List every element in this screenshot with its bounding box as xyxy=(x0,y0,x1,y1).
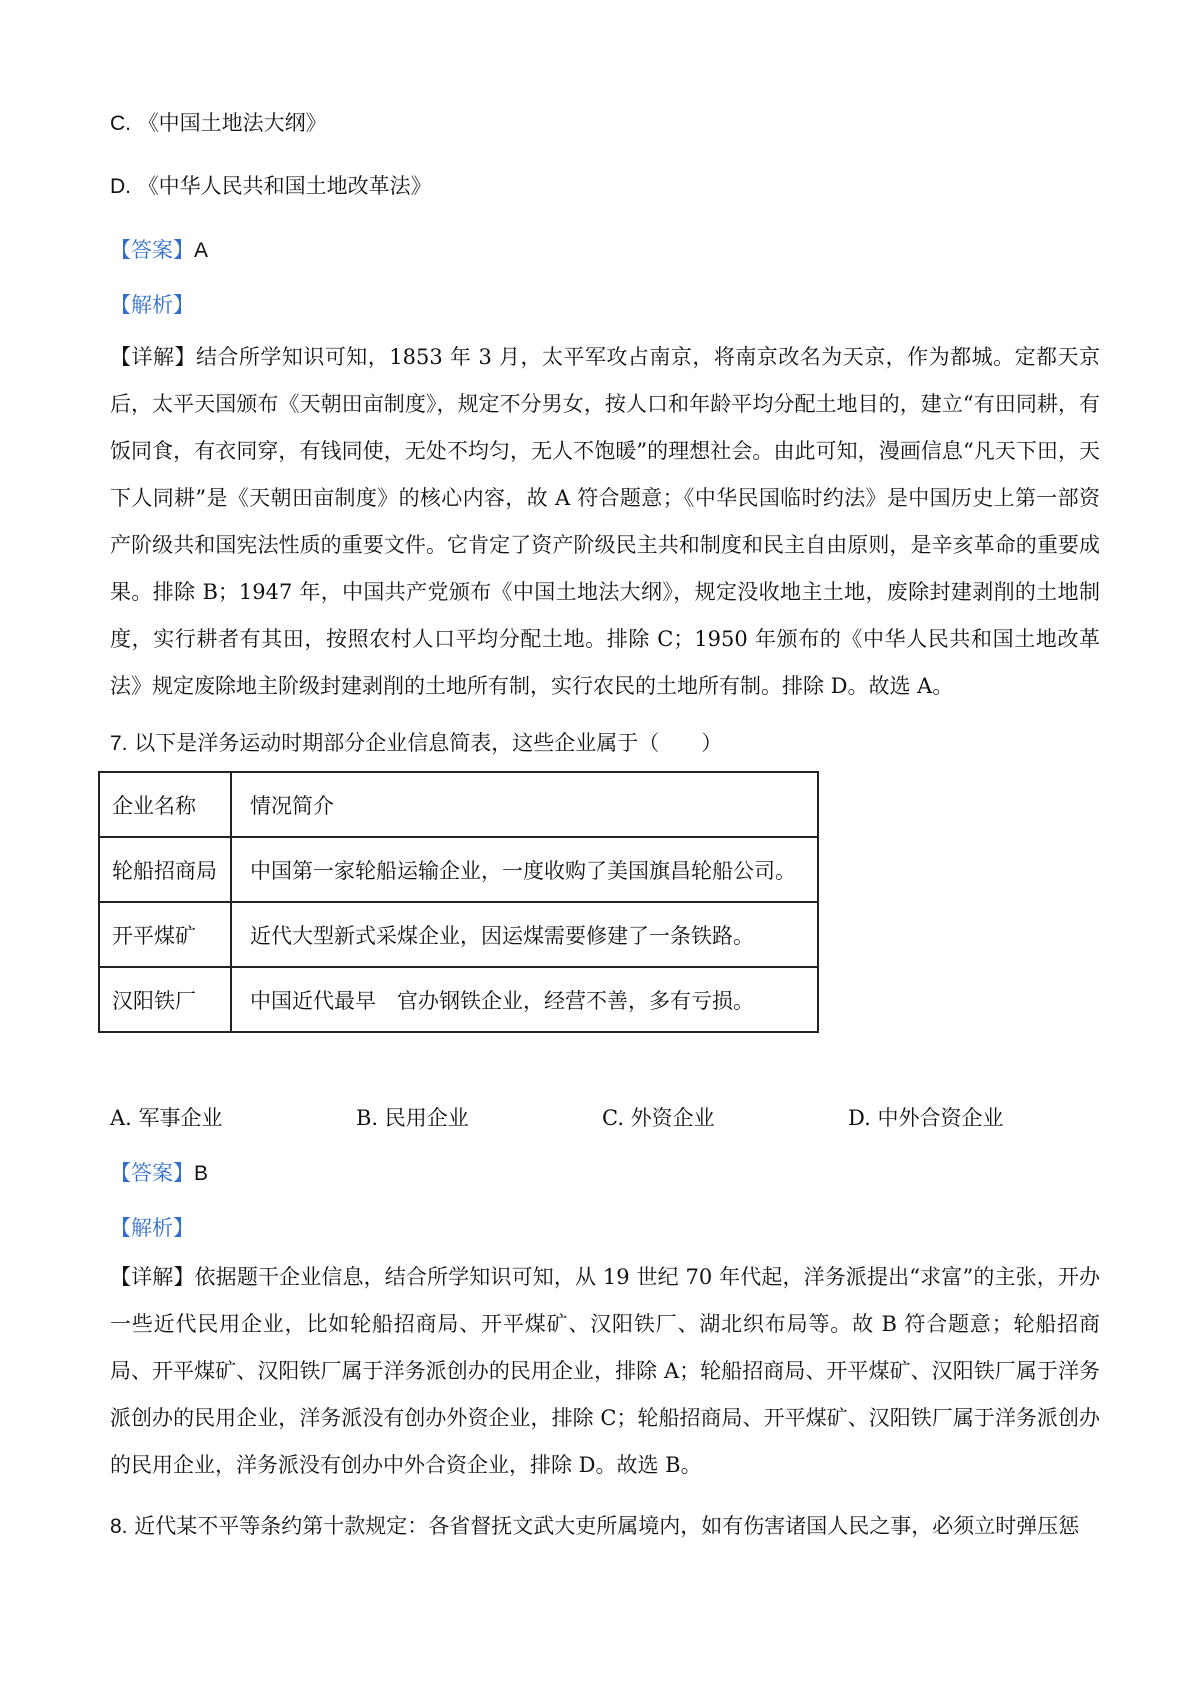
answer-line xyxy=(110,1159,208,1188)
analysis-tag: 【解析】 xyxy=(110,293,194,317)
table-cell: 轮船招商局 xyxy=(99,837,231,902)
question-text: 以下是洋务运动时期部分企业信息简表，这些企业属于（ ） xyxy=(134,731,723,755)
table-cell: 近代大型新式采煤企业，因运煤需要修建了一条铁路。 xyxy=(231,902,818,967)
detail-text: 结合所学知识可知，1853 年 3 月，太平军攻占南京，将南京改名为天京，作为都城。定都天京后，太平天国颁布《天朝田亩制度》，规定不分男女，按人口和年龄平均分配土地目的，建立“有田同耕，有饭同食，有衣同穿，有钱同使，无处不均匀，无人不饱暖”的理想社会。由此可知，漫画信息“凡天下田，天下人同耕”是《天朝田亩制度》的核心内容，故 A 符合题意；《中华民国临时约法》是中国历史上第一部资产阶级共和国宪法性质的重要文件。它肯定了资产阶级民主共和制度和民主自由原则，是辛亥革命的重要成果。排除 B；1947 年，中国共产党颁布《中国土地法大纲》，规定没收地主土地，废除封建剥削的土地制度，实行耕者有其田，按照农村人口平均分配土地。排除 C；1950 年颁布的《中华人民共和国土地改革法》规定废除地主阶级封建剥削的土地所有制，实行农民的土地所有制。排除 D。故选 A。 xyxy=(110,345,1101,698)
detail-tag: 【详解】 xyxy=(110,1265,195,1289)
option-letter: D. xyxy=(110,175,131,198)
answer-value: B xyxy=(194,1162,209,1185)
table-row xyxy=(99,837,818,902)
table-header: 情况简介 xyxy=(231,772,818,837)
table-cell: 汉阳铁厂 xyxy=(99,967,231,1032)
answer-tag: 【答案】 xyxy=(110,1161,194,1185)
detail-paragraph xyxy=(110,1254,1100,1489)
analysis-tag: 【解析】 xyxy=(110,1216,194,1240)
question-8-stem xyxy=(110,1512,1079,1541)
option-text: 《中华人民共和国土地改革法》 xyxy=(137,174,432,198)
detail-text: 依据题干企业信息，结合所学知识可知，从 19 世纪 70 年代起，洋务派提出“求富”的主张，开办一些近代民用企业，比如轮船招商局、开平煤矿、汉阳铁厂、湖北织布局等。故 B 符合题意；轮船招商局、开平煤矿、汉阳铁厂属于洋务派创办的民用企业，排除 A；轮船招商局、开平煤矿、汉阳铁厂属于洋务派创办的民用企业，洋务派没有创办外资企业，排除 C；轮船招商局、开平煤矿、汉阳铁厂属于洋务派创办的民用企业，洋务派没有创办中外合资企业，排除 D。故选 B。 xyxy=(110,1265,1100,1477)
answer-value: A xyxy=(194,239,209,262)
option-text: 《中国土地法大纲》 xyxy=(137,111,327,135)
option-letter: C. xyxy=(110,112,131,135)
detail-paragraph xyxy=(110,334,1100,710)
table-header: 企业名称 xyxy=(99,772,231,837)
option-d: D. 中外合资企业 xyxy=(848,1106,1004,1130)
table-cell: 中国第一家轮船运输企业，一度收购了美国旗昌轮船公司。 xyxy=(231,837,818,902)
table-cell: 开平煤矿 xyxy=(99,902,231,967)
option-d xyxy=(110,172,432,201)
answer-tag: 【答案】 xyxy=(110,238,194,262)
question-7-stem xyxy=(110,729,722,758)
option-a: A. 军事企业 xyxy=(110,1106,223,1130)
table-cell: 中国近代最早 官办钢铁企业，经营不善，多有亏损。 xyxy=(231,967,818,1032)
option-c: C. 外资企业 xyxy=(602,1106,715,1130)
enterprise-table xyxy=(98,771,819,1033)
table-row xyxy=(99,902,818,967)
table-row xyxy=(99,967,818,1032)
question-text: 近代某不平等条约第十款规定：各省督抚文武大吏所属境内，如有伤害诸国人民之事，必须立时弹压惩 xyxy=(134,1514,1080,1538)
detail-tag: 【详解】 xyxy=(110,345,196,369)
option-b: B. 民用企业 xyxy=(356,1106,469,1130)
question-number: 8. xyxy=(110,1515,128,1538)
answer-line xyxy=(110,236,208,265)
question-number: 7. xyxy=(110,732,128,755)
option-c xyxy=(110,109,327,138)
table-header-row xyxy=(99,772,818,837)
